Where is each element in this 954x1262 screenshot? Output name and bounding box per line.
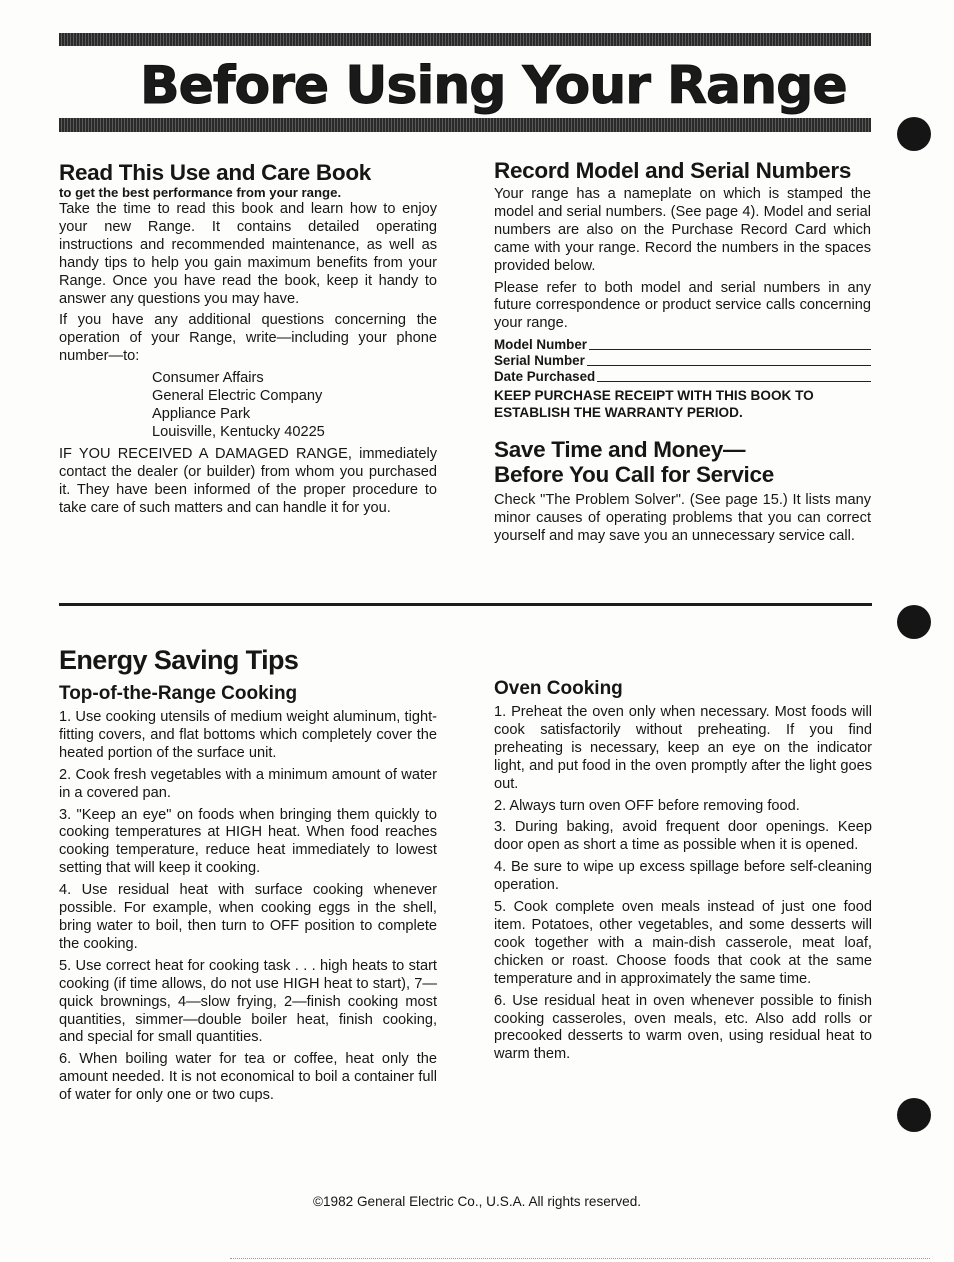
record-paragraph-1: Your range has a nameplate on which is stamped the model and serial numbers. (See page 4). Model and serial numbers are also on the Purchase Record Card which came with your range. Record the numbers in the spaces provided below.	[494, 186, 871, 274]
top-range-tip: 3. "Keep an eye" on foods when bringing them quickly to cooking temperatures at HIGH heat. When food reaches cooking temperature, reduce heat immediately to lowest setting that will keep it cooking.	[59, 806, 437, 877]
save-time-section	[494, 437, 871, 550]
read-book-heading: Read This Use and Care Book	[59, 160, 371, 185]
address-line: Louisville, Kentucky 40225	[152, 423, 325, 440]
read-book-paragraph-1: Take the time to read this book and learn how to enjoy your new Range. It contains detailed operating instructions and recommended maintenance, as well as handy tips to help you gain maximum benefits from your Range. Once you have read the book, keep it handy to answer any questions you may have.	[59, 201, 437, 307]
top-range-tip: 6. When boiling water for tea or coffee, heat only the amount needed. It is not economical to boil a container full of water for only one or two cups.	[59, 1051, 437, 1104]
date-purchased-line	[597, 381, 871, 382]
warranty-notice: KEEP PURCHASE RECEIPT WITH THIS BOOK TO ESTABLISH THE WARRANTY PERIOD.	[494, 388, 814, 421]
top-range-tip: 1. Use cooking utensils of medium weight aluminum, tight-fitting covers, and flat bottoms which completely cover the heated portion of the surface unit.	[59, 709, 437, 761]
date-purchased-field[interactable]	[494, 369, 871, 385]
footer-scan-line	[230, 1258, 930, 1259]
serial-number-field[interactable]	[494, 353, 871, 369]
section-divider	[59, 603, 872, 606]
date-purchased-label: Date Purchased	[494, 369, 596, 385]
oven-tip: 2. Always turn oven OFF before removing food.	[494, 797, 800, 814]
binder-hole-bottom	[897, 1098, 931, 1132]
save-time-heading-line-1: Save Time and Money—	[494, 437, 746, 462]
top-range-section	[59, 683, 437, 1109]
record-paragraph-2: Please refer to both model and serial numbers in any future correspondence or product service calls concerning your range.	[494, 279, 871, 332]
serial-number-line	[587, 365, 871, 366]
oven-tip: 6. Use residual heat in oven whenever possible to finish cooking casseroles, oven meals, etc. Also add rolls or precooked desserts to warm oven, using residual heat to warm them.	[494, 992, 872, 1063]
read-book-section	[59, 160, 437, 521]
top-range-tip: 2. Cook fresh vegetables with a minimum amount of water in a covered pan.	[59, 766, 437, 801]
save-time-heading-line-2: Before You Call for Service	[494, 462, 774, 487]
header-bottom-bar	[59, 118, 871, 132]
energy-saving-title: Energy Saving Tips	[59, 645, 299, 675]
address-line: Consumer Affairs	[152, 370, 264, 387]
oven-tip: 4. Be sure to wipe up excess spillage before self-cleaning operation.	[494, 859, 872, 894]
binder-hole-top	[897, 117, 931, 151]
serial-number-label: Serial Number	[494, 353, 585, 369]
oven-section	[494, 678, 872, 1068]
top-range-heading: Top-of-the-Range Cooking	[59, 683, 298, 704]
oven-heading: Oven Cooking	[494, 678, 623, 699]
top-range-tip: 4. Use residual heat with surface cooking whenever possible. For example, when cooking eggs in the shell, bring water to boil, then turn to OFF position to complete the cooking.	[59, 882, 437, 952]
model-number-line	[589, 349, 871, 350]
model-number-field[interactable]	[494, 337, 871, 353]
page-title: Before Using Your Range	[140, 56, 847, 116]
damaged-range-paragraph: IF YOU RECEIVED A DAMAGED RANGE, immediately contact the dealer (or builder) from whom you purchased it. They have been informed of the proper procedure to take care of such matters and can handle it for you.	[59, 445, 437, 516]
oven-tip: 3. During baking, avoid frequent door openings. Keep door open as short a time as possible when it is opened.	[494, 819, 872, 854]
save-time-paragraph: Check "The Problem Solver". (See page 15.) It lists many minor causes of operating problems that you can correct yourself and may save you an unnecessary service call.	[494, 492, 871, 544]
oven-tip: 1. Preheat the oven only when necessary. Most foods will cook satisfactorily without preheating. If you find preheating is necessary, keep an eye on the indicator light, and put food in the oven promptly after the light goes out.	[494, 704, 872, 792]
address-line: Appliance Park	[152, 405, 251, 422]
header-top-bar	[59, 33, 871, 46]
top-range-tip: 5. Use correct heat for cooking task . . . high heats to start cooking (if time allows, do not use HIGH heat to start), 7—quick brownings, 4—slow frying, 2—finish cooking most quantities, simmer—double boiler heat, finish cooking, and special for small quantities.	[59, 957, 437, 1046]
read-book-subheading: to get the best performance from your range.	[59, 185, 342, 200]
address-line: General Electric Company	[152, 388, 323, 405]
read-book-paragraph-2: If you have any additional questions concerning the operation of your Range, write—including your phone number—to:	[59, 312, 437, 365]
record-heading: Record Model and Serial Numbers	[494, 158, 852, 183]
mailing-address	[59, 370, 437, 442]
binder-hole-middle	[897, 605, 931, 639]
oven-tip: 5. Cook complete oven meals instead of just one food item. Potatoes, other vegetables, and some desserts will cook together with a main-dish casserole, meat loaf, chicken or roast. Choose foods that cook at the same temperature and in approximately the same time.	[494, 899, 872, 987]
record-section	[494, 158, 871, 421]
copyright-notice: ©1982 General Electric Co., U.S.A. All rights reserved.	[312, 1194, 642, 1209]
model-number-label: Model Number	[494, 337, 587, 353]
